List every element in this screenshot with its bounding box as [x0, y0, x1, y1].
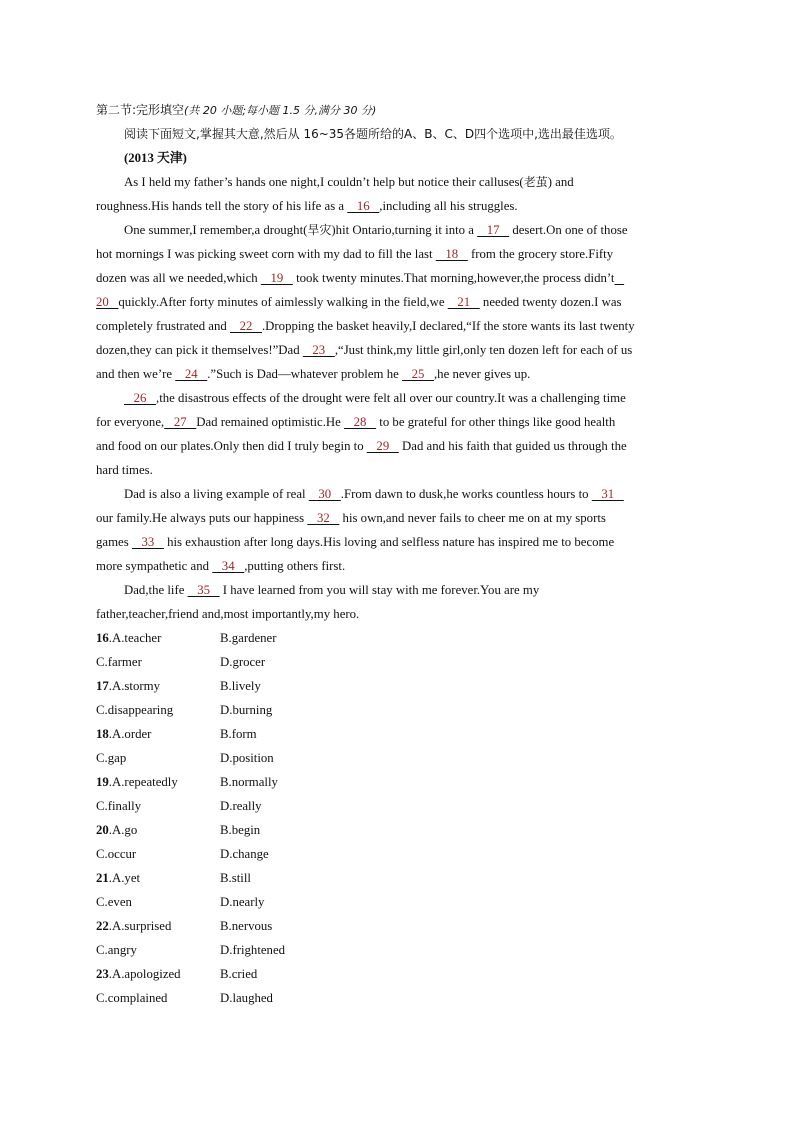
- q19-row-1: [96, 770, 696, 794]
- option-a: .A.order: [108, 727, 152, 741]
- text: ) and: [547, 175, 574, 189]
- blank-16: 16: [347, 199, 380, 213]
- p2-line-5: [96, 314, 696, 338]
- question-number: 19: [96, 775, 109, 789]
- blank-23: 23: [302, 343, 335, 357]
- option-a: .A.yet: [108, 871, 141, 885]
- section-heading: [96, 98, 696, 122]
- option-c: C.occur: [96, 847, 137, 861]
- question-number: 20: [96, 823, 109, 837]
- option-d: D.change: [220, 847, 269, 861]
- text: for everyone,: [96, 415, 165, 429]
- blank-26: 26: [124, 391, 156, 405]
- options-list: [96, 626, 696, 1010]
- option-b: B.form: [220, 727, 257, 741]
- q19-row-2: [96, 794, 696, 818]
- option-b: B.gardener: [220, 631, 277, 645]
- text: dozen,they can pick it themselves!”Dad: [96, 343, 303, 357]
- question-number: 21: [96, 871, 109, 885]
- text: roughness.His hands tell the story of his life as a: [96, 199, 348, 213]
- blank-29: 29: [366, 439, 399, 453]
- text: our family.He always puts our happiness: [96, 511, 308, 525]
- p2-line-2: [96, 242, 696, 266]
- option-c: C.angry: [96, 943, 137, 957]
- option-c: C.farmer: [96, 655, 142, 669]
- text: and food on our plates.Only then did I truly begin to: [96, 439, 367, 453]
- blank-27: 27: [164, 415, 197, 429]
- instruction: 阅读下面短文,掌握其大意,然后从 16~35各题所给的A、B、C、D四个选项中,选出最佳选项。: [124, 127, 622, 141]
- option-d: D.frightened: [220, 943, 286, 957]
- option-b: B.nervous: [220, 919, 273, 933]
- q21-row-2: [96, 890, 696, 914]
- q21-row-1: [96, 866, 696, 890]
- p3-line-2: [96, 410, 696, 434]
- section-note: (共 20 小题;每小题 1.5 分,满分 30 分): [184, 104, 377, 117]
- q16-row-2: [96, 650, 696, 674]
- text: I have learned from you will stay with me forever.You are my: [219, 583, 540, 597]
- text: his own,and never fails to cheer me on at my sports: [339, 511, 606, 525]
- blank-30: 30: [308, 487, 341, 501]
- chinese-gloss: 老茧: [523, 175, 548, 189]
- blank-19: 19: [260, 271, 293, 285]
- question-number: 23: [96, 967, 109, 981]
- blank-25: 25: [401, 367, 434, 381]
- text: ,including all his struggles.: [379, 199, 518, 213]
- p3-line-4: hard times.: [96, 463, 153, 477]
- p2-line-6: [96, 338, 696, 362]
- option-d: D.laughed: [220, 991, 273, 1005]
- text: .”Such is Dad—whatever problem he: [207, 367, 402, 381]
- blank-31: 31: [591, 487, 624, 501]
- blank-35: 35: [187, 583, 220, 597]
- text: As I held my father’s hands one night,I couldn’t help but notice their calluses(: [124, 175, 524, 189]
- option-b: B.begin: [220, 823, 261, 837]
- option-c: C.complained: [96, 991, 168, 1005]
- text: One summer,I remember,a drought(: [124, 223, 308, 237]
- blank-18: 18: [435, 247, 468, 261]
- p2-line-3: [96, 266, 696, 290]
- q22-row-2: [96, 938, 696, 962]
- blank-32: 32: [307, 511, 340, 525]
- blank-24: 24: [175, 367, 208, 381]
- blank-20-lead: [614, 271, 624, 285]
- text: his exhaustion after long days.His loving and selfless nature has inspired me to become: [163, 535, 615, 549]
- text: ,he never gives up.: [433, 367, 531, 381]
- option-b: B.still: [220, 871, 251, 885]
- blank-33: 33: [131, 535, 164, 549]
- option-c: C.disappearing: [96, 703, 174, 717]
- option-d: D.grocer: [220, 655, 266, 669]
- p5-line-2: father,teacher,friend and,most importantly,my hero.: [96, 607, 360, 621]
- option-a: .A.teacher: [108, 631, 162, 645]
- option-a: .A.repeatedly: [108, 775, 178, 789]
- text: games: [96, 535, 132, 549]
- question-number: 16: [96, 631, 109, 645]
- option-c: C.gap: [96, 751, 127, 765]
- option-d: D.really: [220, 799, 262, 813]
- text: ,“Just think,my little girl,only ten dozen left for each of us: [334, 343, 633, 357]
- text: quickly.After forty minutes of aimlessly walking in the field,we: [118, 295, 448, 309]
- text: and then we’re: [96, 367, 176, 381]
- p2-line-7: [96, 362, 696, 386]
- section-title: 第二节:完形填空: [96, 103, 185, 117]
- option-a: .A.stormy: [108, 679, 160, 693]
- text: hot mornings I was picking sweet corn with my dad to fill the last: [96, 247, 436, 261]
- q20-row-1: [96, 818, 696, 842]
- p1-line-1: [96, 170, 696, 194]
- question-number: 22: [96, 919, 109, 933]
- option-c: C.finally: [96, 799, 142, 813]
- question-number: 18: [96, 727, 109, 741]
- q18-row-2: [96, 746, 696, 770]
- option-b: B.normally: [220, 775, 278, 789]
- source: [96, 146, 696, 170]
- text: desert.On one of those: [509, 223, 628, 237]
- q17-row-1: [96, 674, 696, 698]
- text: completely frustrated and: [96, 319, 230, 333]
- q22-row-1: [96, 914, 696, 938]
- blank-34: 34: [212, 559, 245, 573]
- text: Dad and his faith that guided us through the: [398, 439, 627, 453]
- blank-21: 21: [447, 295, 480, 309]
- option-a: .A.go: [108, 823, 138, 837]
- blank-20: 20: [96, 295, 119, 309]
- p4-line-4: [96, 554, 696, 578]
- text: took twenty minutes.That morning,however,the process didn’t: [292, 271, 615, 285]
- text: ,the disastrous effects of the drought were felt all over our country.It was a challenging time: [156, 391, 626, 405]
- text: )hit Ontario,turning it into a: [331, 223, 478, 237]
- text: from the grocery store.Fifty: [467, 247, 614, 261]
- p1-line-2: [96, 194, 696, 218]
- q20-row-2: [96, 842, 696, 866]
- q23-row-1: [96, 962, 696, 986]
- text: .Dropping the basket heavily,I declared,“If the store wants its last twenty: [261, 319, 635, 333]
- p4-line-2: [96, 506, 696, 530]
- q16-row-1: [96, 626, 696, 650]
- text: needed twenty dozen.I was: [479, 295, 622, 309]
- p2-line-4: [96, 290, 696, 314]
- question-number: 17: [96, 679, 109, 693]
- document-page: [96, 98, 696, 1010]
- text: dozen was all we needed,which: [96, 271, 261, 285]
- blank-28: 28: [344, 415, 377, 429]
- chinese-gloss: 旱灾: [307, 223, 332, 237]
- option-c: C.even: [96, 895, 132, 909]
- text: .From dawn to dusk,he works countless hours to: [340, 487, 592, 501]
- p4-line-3: [96, 530, 696, 554]
- text: Dad,the life: [124, 583, 188, 597]
- p3-line-3: [96, 434, 696, 458]
- option-b: B.lively: [220, 679, 261, 693]
- p4-line-1: [96, 482, 696, 506]
- p2-line-1: [96, 218, 696, 242]
- blank-22: 22: [229, 319, 262, 333]
- text: Dad remained optimistic.He: [196, 415, 345, 429]
- option-d: D.burning: [220, 703, 273, 717]
- option-a: .A.apologized: [108, 967, 181, 981]
- p3-line-1: [96, 386, 696, 410]
- q17-row-2: [96, 698, 696, 722]
- text: more sympathetic and: [96, 559, 213, 573]
- option-d: D.nearly: [220, 895, 265, 909]
- text: ,putting others first.: [244, 559, 346, 573]
- option-a: .A.surprised: [108, 919, 172, 933]
- blank-17: 17: [477, 223, 510, 237]
- p5-line-1: [96, 578, 696, 602]
- text: to be grateful for other things like good health: [376, 415, 616, 429]
- text: Dad is also a living example of real: [124, 487, 309, 501]
- source-text: (2013 天津): [124, 151, 187, 165]
- q23-row-2: [96, 986, 696, 1010]
- option-b: B.cried: [220, 967, 258, 981]
- q18-row-1: [96, 722, 696, 746]
- option-d: D.position: [220, 751, 274, 765]
